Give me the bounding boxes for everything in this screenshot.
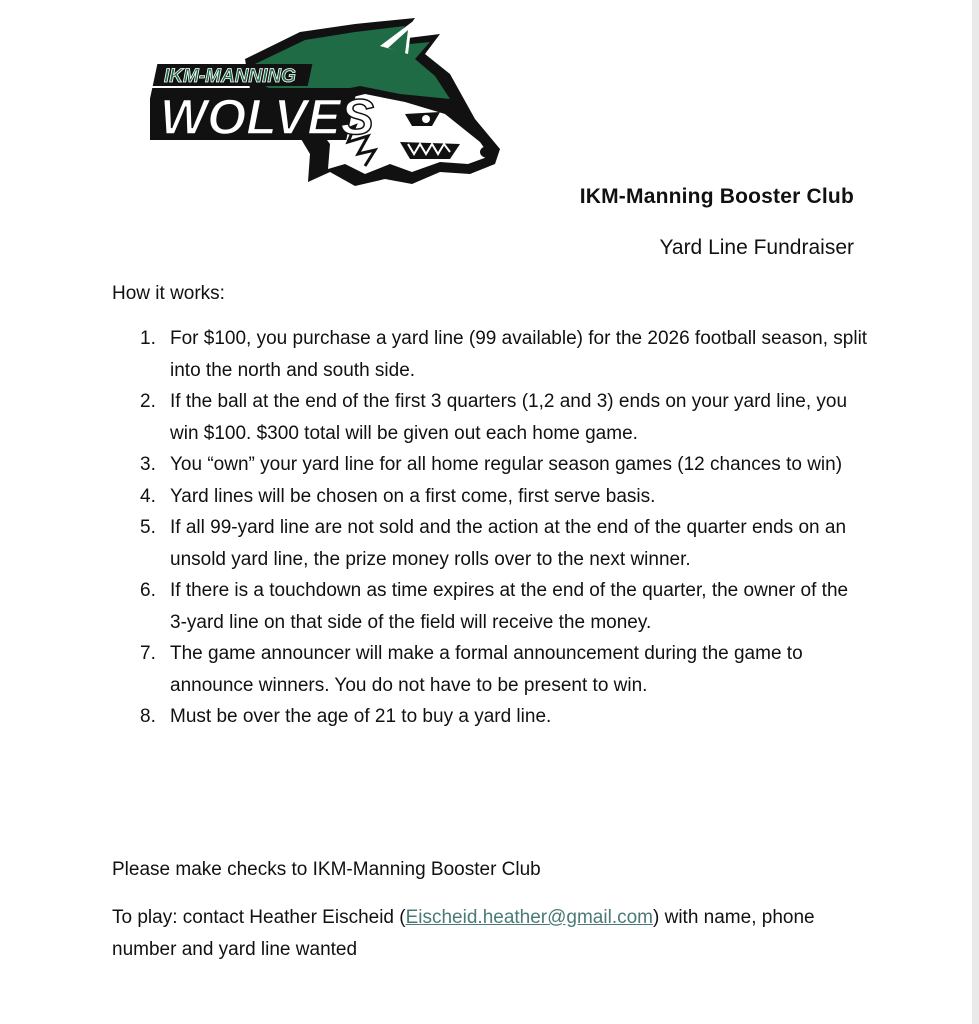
list-item [140,638,870,701]
list-text: The game announcer will make a formal announcement during the game to announce winners. You do not have to be present to win. [170,643,803,696]
fundraiser-title: Yard Line Fundraiser [659,236,854,259]
list-item [140,323,870,386]
checks-note: Please make checks to IKM-Manning Booster Club [112,859,541,880]
list-item [140,575,870,638]
page-edge [972,0,979,1024]
list-number: 3. [140,454,156,475]
list-item [140,481,870,513]
list-item [140,701,870,733]
list-text: If all 99-yard line are not sold and the action at the end of the quarter ends on an unsold yard line, the prize money rolls over to the next winner. [170,517,847,570]
contact-note [112,902,872,966]
list-item [140,512,870,575]
list-text: For $100, you purchase a yard line (99 available) for the 2026 football season, split into the north and south side. [170,328,868,381]
list-number: 4. [140,485,156,507]
list-number: 6. [140,580,156,601]
contact-suffix: ) with name, phone number and yard line wanted [112,907,815,960]
list-item [140,386,870,449]
club-title: IKM-Manning Booster Club [579,185,854,208]
wolves-logo [150,14,505,189]
list-text: Must be over the age of 21 to buy a yard line. [170,706,552,727]
list-number: 8. [140,706,156,727]
list-number: 7. [140,643,156,664]
list-number: 2. [140,391,156,412]
how-it-works-label: How it works: [112,283,225,304]
contact-prefix: To play: contact Heather Eischeid ( [112,907,406,928]
email-link[interactable]: Eischeid.heather@gmail.com [405,907,653,928]
list-item [140,449,870,481]
logo-top-text: IKM-MANNING [164,66,296,87]
rules-list [140,323,870,733]
list-text: If there is a touchdown as time expires at the end of the quarter, the owner of the 3-yard line on that side of the field will receive the money. [170,580,849,633]
wolf-head-icon [150,14,505,189]
list-text: You “own” your yard line for all home regular season games (12 chances to win) [170,454,843,475]
list-text: If the ball at the end of the first 3 quarters (1,2 and 3) ends on your yard line, you win $100. $300 total will be given out each home game. [170,391,848,444]
logo-main-text: WOLVES [160,89,374,145]
list-number: 5. [140,517,156,538]
list-text: Yard lines will be chosen on a first come, first serve basis. [170,485,656,507]
list-number: 1. [140,328,156,349]
